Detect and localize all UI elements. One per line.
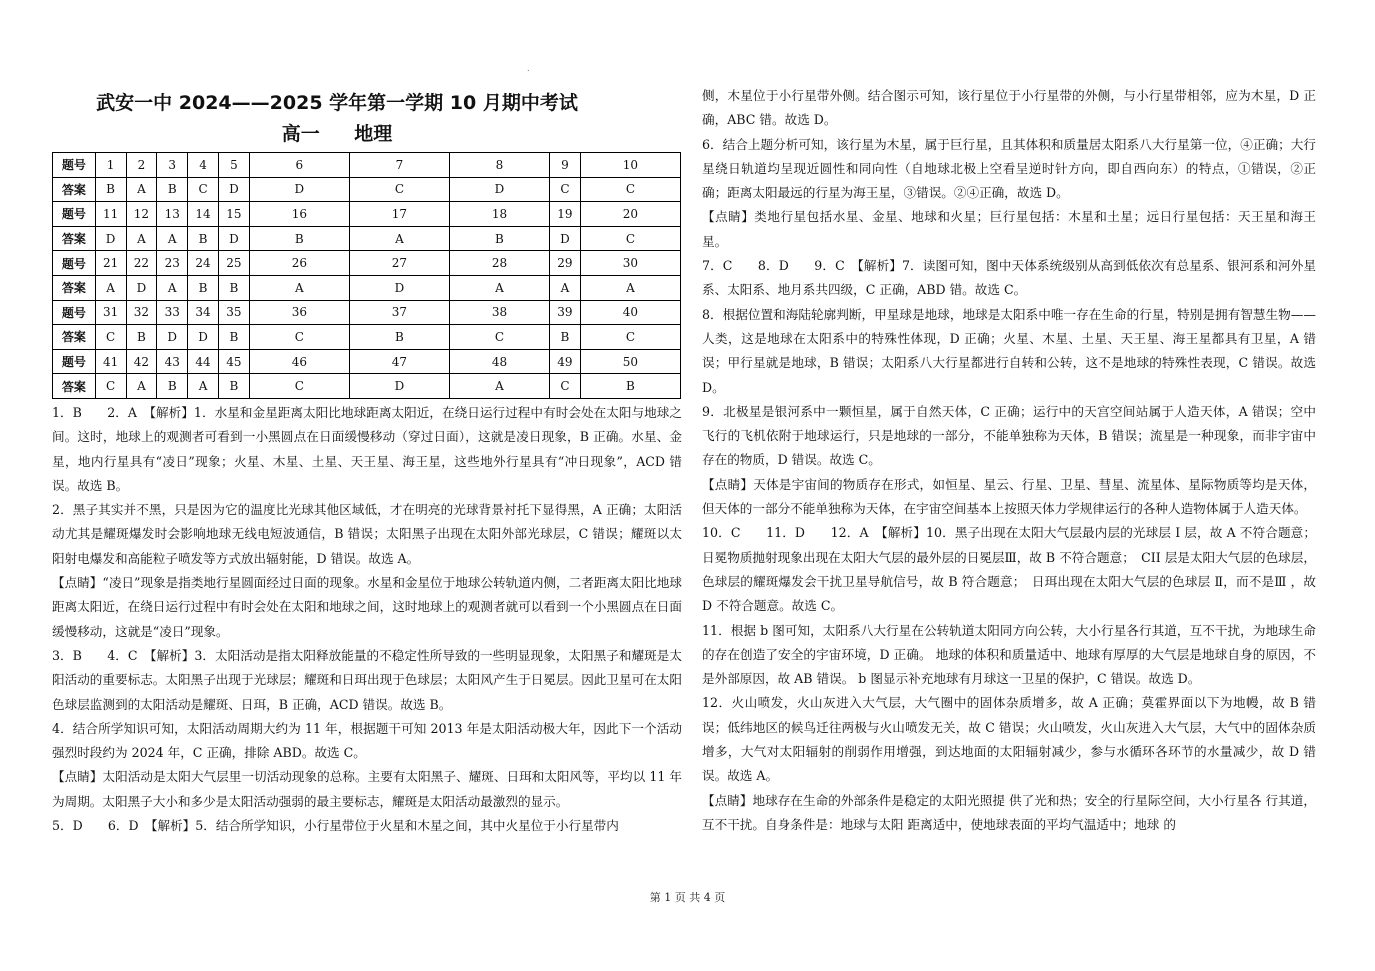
answer-table-cell: 45 — [218, 349, 249, 374]
page-footer: 第 1 页 共 4 页 — [649, 891, 726, 904]
answer-table-cell: 13 — [157, 202, 188, 227]
answer-table-cell: 44 — [188, 349, 219, 374]
answer-table-cell: B — [218, 325, 249, 350]
answer-table-cell: 23 — [157, 251, 188, 276]
answer-table-header-cell: 题号 — [53, 251, 96, 276]
answer-table-cell: 19 — [550, 202, 581, 227]
answer-table-cell: C — [249, 325, 349, 350]
answer-table-cell: B — [218, 275, 249, 300]
answer-table-cell: C — [188, 177, 219, 202]
explanation-paragraph: 11．根据 b 图可知，太阳系八大行星在公转轨道太阳同方向公转，大小行星各行其道，互不干扰，为地球生命的存在创造了安全的宇宙环境，D 正确。 地球的体积和质量适中、地球有厚厚的大气层是地球自身的原因，不是外部原因，故 AB 错误。 b 图显示补充地球有月球这一卫星的保护，C 错误。故选 D。 — [702, 622, 1316, 687]
answer-table-cell: 38 — [449, 300, 549, 325]
answer-table-cell: 36 — [249, 300, 349, 325]
explanation-paragraph: 10．C 11．D 12．A 【解析】10．黑子出现在太阳大气层最内层的光球层 I 层，故 A 不符合题意；日冕物质抛射现象出现在太阳大气层的最外层的日冕层Ⅲ，故 B 不符合题意； CII 层是太阳大气层的色球层，色球层的耀斑爆发会干扰卫星导航信号，故 B 符合题意； 日珥出现在太阳大气层的色球层 Ⅱ，而不是Ⅲ ，故 D 不符合题意。故选 C。 — [702, 525, 1316, 614]
answer-table-header-cell: 答案 — [53, 275, 96, 300]
answer-table-cell: D — [188, 325, 219, 350]
answer-table-cell: A — [580, 275, 680, 300]
answer-table-cell: A — [157, 226, 188, 251]
answer-table-cell: 35 — [218, 300, 249, 325]
answer-table-cell: 39 — [550, 300, 581, 325]
explanation-paragraph: 【点睛】类地行星包括水星、金星、地球和火星；巨行星包括：木星和土星；远日行星包括：天王星和海王星。 — [702, 209, 1316, 249]
answer-table-cell: 47 — [349, 349, 449, 374]
explanation-paragraph: 6．结合上题分析可知，该行星为木星，属于巨行星，且其体积和质量居太阳系八大行星第一位，④正确；大行星绕日轨道均呈现近圆性和同向性（自地球北极上空看呈逆时针方向，即自西向东）的特点，①错误，②正确；距离太阳最远的行星为海王星，③错误。②④正确，故选 D。 — [702, 136, 1316, 201]
answer-table-cell: D — [218, 226, 249, 251]
answer-table-cell: D — [95, 226, 126, 251]
answer-table-cell: 4 — [188, 153, 219, 178]
answer-table-cell: B — [157, 374, 188, 399]
answer-table-header-cell: 答案 — [53, 226, 96, 251]
answer-table-cell: B — [188, 275, 219, 300]
answer-table-cell: 32 — [126, 300, 157, 325]
explanation-paragraph: 2．黑子其实并不黑，只是因为它的温度比光球其他区域低，才在明亮的光球背景衬托下显得黑，A 正确；太阳活动尤其是耀斑爆发时会影响地球无线电短波通信，B 错误；太阳黑子出现在太阳外部光球层，C 错误；耀斑以太阳射电爆发和高能粒子喷发等方式放出辐射能，D 错误。故选 A。 — [52, 502, 682, 566]
answer-table-cell: D — [126, 275, 157, 300]
answer-table-cell: B — [349, 325, 449, 350]
answer-table-cell: 9 — [550, 153, 581, 178]
explanation-paragraph: 【点睛】太阳活动是太阳大气层里一切活动现象的总称。主要有太阳黑子、耀斑、日珥和太阳风等，平均以 11 年为周期。太阳黑子大小和多少是太阳活动强弱的最主要标志，耀斑是太阳活动最激烈的显示。 — [52, 769, 682, 809]
answer-table-cell: A — [550, 275, 581, 300]
answer-table-cell: 34 — [188, 300, 219, 325]
answer-table-cell: C — [580, 325, 680, 350]
answer-table-row — [53, 177, 681, 202]
answer-table-cell: D — [218, 177, 249, 202]
answer-table-cell: 10 — [580, 153, 680, 178]
answer-table-cell: C — [449, 325, 549, 350]
answer-table-cell: 27 — [349, 251, 449, 276]
answer-table-cell: A — [126, 226, 157, 251]
answer-table-cell: 30 — [580, 251, 680, 276]
answer-table-cell: B — [249, 226, 349, 251]
answer-table-cell: 6 — [249, 153, 349, 178]
answer-table-cell: 24 — [188, 251, 219, 276]
answer-table-header-cell: 题号 — [53, 202, 96, 227]
answer-table-cell: 28 — [449, 251, 549, 276]
answer-table-cell: B — [580, 374, 680, 399]
answer-table-row — [53, 300, 681, 325]
explanation-paragraph: 3．B 4．C 【解析】3．太阳活动是指太阳释放能量的不稳定性所导致的一些明显现象，太阳黑子和耀斑是太阳活动的重要标志。太阳黑子出现于光球层；耀斑和日珥出现于色球层；太阳风产生于日冕层。因此卫星可在太阳色球层监测到的太阳活动是耀斑、日珥，B 正确，ACD 错误。故选 B。 — [52, 647, 682, 712]
answer-table-cell: 29 — [550, 251, 581, 276]
explanation-paragraph: 【点睛】地球存在生命的外部条件是稳定的太阳光照提 供了光和热；安全的行星际空间，大小行星各 行其道，互不干扰。自身条件是：地球与太阳 距离适中，使地球表面的平均气温适中；地球 的 — [702, 792, 1316, 832]
exam-title: 武安一中 2024——2025 学年第一学期 10 月期中考试 — [96, 92, 578, 114]
answer-table-cell: C — [580, 226, 680, 251]
answer-table-cell: B — [550, 325, 581, 350]
answer-table-cell: D — [449, 177, 549, 202]
answer-table-cell: D — [249, 177, 349, 202]
answer-table-header-cell: 题号 — [53, 153, 96, 178]
answer-table-cell: B — [449, 226, 549, 251]
answer-table-cell: 5 — [218, 153, 249, 178]
answer-table-cell: A — [349, 226, 449, 251]
answer-table-cell: B — [157, 177, 188, 202]
answer-table-row — [53, 349, 681, 374]
top-dot: . — [527, 64, 530, 73]
explanation-paragraph: 侧，木星位于小行星带外侧。结合图示可知，该行星位于小行星带的外侧，与小行星带相邻，应为木星，D 正确，ABC 错。故选 D。 — [702, 88, 1316, 128]
explanation-paragraph: 【点睛】“凌日”现象是指类地行星圆面经过日面的现象。水星和金星位于地球公转轨道内侧，二者距离太阳比地球距离太阳近，在绕日运行过程中有时会处在太阳和地球之间，这时地球上的观测者就可以看到一个小黑圆点在日面缓慢移动，这就是“凌日”现象。 — [52, 575, 682, 639]
answer-table-cell: 25 — [218, 251, 249, 276]
answer-table-row — [53, 374, 681, 399]
answer-table-cell: 40 — [580, 300, 680, 325]
answer-table-cell: C — [95, 374, 126, 399]
answer-table-header-cell: 题号 — [53, 300, 96, 325]
answer-table-cell: 2 — [126, 153, 157, 178]
answer-table-cell: A — [126, 374, 157, 399]
answer-table-row — [53, 226, 681, 251]
answer-table-cell: 11 — [95, 202, 126, 227]
answer-table-cell: 12 — [126, 202, 157, 227]
answer-table-cell: 3 — [157, 153, 188, 178]
answer-table-cell: 1 — [95, 153, 126, 178]
left-column — [52, 86, 682, 838]
answer-table-cell: C — [249, 374, 349, 399]
answer-table-cell: A — [126, 177, 157, 202]
answer-table-cell: 37 — [349, 300, 449, 325]
answer-table-cell: 42 — [126, 349, 157, 374]
answer-table-cell: 26 — [249, 251, 349, 276]
answer-table-cell: 41 — [95, 349, 126, 374]
answer-table-header-cell: 答案 — [53, 374, 96, 399]
answer-table-cell: A — [95, 275, 126, 300]
answer-table-cell: A — [188, 374, 219, 399]
answer-table-cell: 49 — [550, 349, 581, 374]
answer-table-row — [53, 275, 681, 300]
left-explanations — [52, 401, 682, 838]
explanation-paragraph: 12．火山喷发，火山灰进入大气层，大气圈中的固体杂质增多，故 A 正确；莫霍界面以下为地幔，故 B 错误；低纬地区的候鸟迁往两极与火山喷发无关，故 C 错误；火山喷发，火山灰进入大气层，大气中的固体杂质增多，大气对太阳辐射的削弱作用增强，到达地面的太阳辐射减少，参与水循环各环节的水量减少，故 D 错误。故选 A。 — [702, 695, 1316, 784]
answer-table-row — [53, 325, 681, 350]
explanation-paragraph: 4．结合所学知识可知，太阳活动周期大约为 11 年，根据题干可知 2013 年是太阳活动极大年，因此下一个活动强烈时段约为 2024 年，C 正确，排除 ABD。故选 C。 — [52, 720, 682, 761]
answer-table-cell: A — [157, 275, 188, 300]
answer-table-cell: A — [449, 275, 549, 300]
answer-table-row — [53, 202, 681, 227]
answer-table-cell: 31 — [95, 300, 126, 325]
explanation-paragraph: 【点睛】天体是宇宙间的物质存在形式，如恒星、星云、行星、卫星、彗星、流星体、星际物质等均是天体，但天体的一部分不能单独称为天体，在宇宙空间基本上按照天体力学规律运行的各种人造物体属于人造天体。 — [702, 476, 1316, 517]
answer-table-cell: 16 — [249, 202, 349, 227]
answer-table-header-cell: 答案 — [53, 177, 96, 202]
answer-table-cell: 22 — [126, 251, 157, 276]
answer-table-cell: C — [95, 325, 126, 350]
answer-table-cell: A — [249, 275, 349, 300]
answer-table-cell: B — [188, 226, 219, 251]
answer-table-cell: A — [449, 374, 549, 399]
answer-table-cell: 46 — [249, 349, 349, 374]
answer-table-cell: D — [157, 325, 188, 350]
answer-table — [52, 152, 681, 399]
explanation-paragraph: 5．D 6．D 【解析】5．结合所学知识，小行星带位于火星和木星之间，其中火星位于小行星带内 — [52, 817, 619, 833]
answer-table-cell: 14 — [188, 202, 219, 227]
explanation-paragraph: 1．B 2．A 【解析】1．水星和金星距离太阳比地球距离太阳近，在绕日运行过程中有时会处在太阳与地球之间。这时，地球上的观测者可看到一小黑圆点在日面缓慢移动（穿过日面），这就是凌日现象，B 正确。水星、金星，地内行星具有“凌日”现象；火星、木星、土星、天王星、海王星，这些地外行星具有“冲日现象”，ACD 错误。故选 B。 — [52, 404, 682, 493]
answer-table-cell: B — [126, 325, 157, 350]
explanation-paragraph: 8．根据位置和海陆轮廓判断，甲星球是地球，地球是太阳系中唯一存在生命的行星，特别是拥有智慧生物——人类，这是地球在太阳系中的特殊性体现，D 正确；火星、木星、土星、天王星、海王星都具有卫星，A 错误；甲行星就是地球，B 错误；太阳系八大行星都进行自转和公转，这不是地球的特殊性表现，C 错误。故选 D。 — [702, 306, 1316, 395]
answer-table-cell: 20 — [580, 202, 680, 227]
answer-table-cell: D — [349, 374, 449, 399]
answer-table-cell: 8 — [449, 153, 549, 178]
answer-table-cell: 43 — [157, 349, 188, 374]
answer-table-cell: 7 — [349, 153, 449, 178]
answer-table-cell: B — [218, 374, 249, 399]
answer-table-cell: D — [349, 275, 449, 300]
answer-table-cell: B — [95, 177, 126, 202]
answer-table-cell: C — [550, 177, 581, 202]
answer-table-cell: 33 — [157, 300, 188, 325]
answer-table-cell: C — [550, 374, 581, 399]
answer-table-cell: 50 — [580, 349, 680, 374]
explanation-paragraph: 9．北极星是银河系中一颗恒星，属于自然天体，C 正确；运行中的天宫空间站属于人造天体，A 错误；空中飞行的飞机依附于地球运行，只是地球的一部分，不能单独称为天体，B 错误；流星是一种现象，而非宇宙中存在的物质，D 错误。故选 C。 — [702, 403, 1316, 468]
answer-table-cell: C — [349, 177, 449, 202]
answer-table-cell: 18 — [449, 202, 549, 227]
right-column — [702, 84, 1316, 837]
answer-table-cell: D — [550, 226, 581, 251]
answer-table-cell: 21 — [95, 251, 126, 276]
answer-table-cell: 17 — [349, 202, 449, 227]
answer-table-row — [53, 251, 681, 276]
answer-table-header-cell: 答案 — [53, 325, 96, 350]
answer-table-cell: C — [580, 177, 680, 202]
answer-table-cell: 48 — [449, 349, 549, 374]
exam-subtitle: 高一 地理 — [281, 123, 393, 145]
answer-table-row — [53, 153, 681, 178]
answer-table-header-cell: 题号 — [53, 349, 96, 374]
explanation-paragraph: 7．C 8．D 9．C 【解析】7．读图可知，图中天体系统级别从高到低依次有总星系、银河系和河外星系、太阳系、地月系共四级，C 正确，ABD 错。故选 C。 — [702, 258, 1316, 298]
answer-table-cell: 15 — [218, 202, 249, 227]
